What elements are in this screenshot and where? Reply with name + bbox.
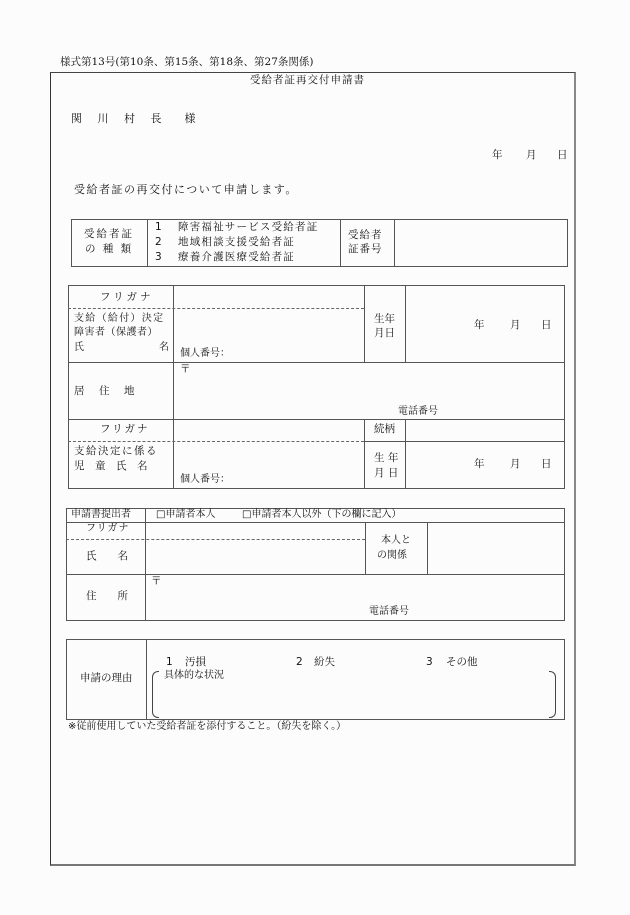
child-name-label: 支給決定に係る xyxy=(74,445,158,457)
reason-option-number: 2 xyxy=(296,656,303,668)
submitter-address-label: 住 所 xyxy=(86,590,128,602)
divider xyxy=(68,362,565,363)
details-label: 具体的な状況 xyxy=(164,670,224,681)
details-field[interactable] xyxy=(164,684,544,714)
option-label: 地域相談支援受給者証 xyxy=(178,236,295,248)
recipient-name-label: 支給（給付）決定 xyxy=(74,313,165,324)
birth-month: 月 xyxy=(510,319,521,331)
child-birth-month: 月 xyxy=(510,458,521,470)
birth-year: 年 xyxy=(474,319,485,331)
addressee: 関 川 村 長 様 xyxy=(71,112,202,125)
submitter-furigana-label: フリガナ xyxy=(86,523,130,534)
phone-label: 電話番号 xyxy=(398,406,438,417)
option-label: 障害福祉サービス受給者証 xyxy=(178,221,319,233)
child-furigana-label: フリガナ xyxy=(100,423,150,435)
divider xyxy=(66,522,565,523)
divider xyxy=(394,219,395,267)
form-title: 受給者証再交付申請書 xyxy=(250,74,365,86)
recipient-name-label-4: 名 xyxy=(159,342,169,353)
certificate-number-label-2: 証番号 xyxy=(348,243,383,255)
reason-option-label: 汚損 xyxy=(185,656,206,668)
footnote: ※従前使用していた受給者証を添付すること。（紛失を除く。） xyxy=(68,721,347,732)
postal-mark: 〒 xyxy=(180,363,191,375)
child-birth-year: 年 xyxy=(474,458,485,470)
certificate-type-label-2: の 種 類 xyxy=(85,243,134,255)
certificate-number-label: 受給者 xyxy=(348,229,383,241)
relationship-label: 続柄 xyxy=(374,423,395,435)
submitter-label: 申請書提出者 xyxy=(71,509,131,520)
date-year: 年 xyxy=(492,149,503,161)
submitter-option-self[interactable]: □申請者本人 xyxy=(156,509,216,520)
submitter-name-field[interactable] xyxy=(150,526,360,570)
divider xyxy=(173,285,174,489)
recipient-address-field[interactable] xyxy=(195,378,555,398)
divider xyxy=(405,419,406,489)
divider xyxy=(427,522,428,574)
divider xyxy=(146,639,147,720)
child-birth-day: 日 xyxy=(541,458,552,470)
recipient-furigana-field[interactable] xyxy=(183,292,359,306)
option-number: 1 xyxy=(155,221,162,233)
dotted-divider xyxy=(68,308,364,309)
submitter-phone-label: 電話番号 xyxy=(369,606,409,617)
relation-field[interactable] xyxy=(432,526,560,570)
birth-day: 日 xyxy=(541,319,552,331)
divider xyxy=(145,508,146,621)
date-month: 月 xyxy=(526,149,537,161)
recipient-name-label-2: 障害者（保護者） xyxy=(74,327,158,338)
divider xyxy=(364,419,365,489)
dotted-divider xyxy=(68,441,364,442)
reason-option-number: 3 xyxy=(426,656,433,668)
date-day: 日 xyxy=(557,149,568,161)
submitter-name-label: 氏 名 xyxy=(86,550,128,562)
recipient-name-field[interactable] xyxy=(183,312,359,342)
certificate-type-label: 受給者証 xyxy=(84,228,134,240)
option-label: 療養介護医療受給者証 xyxy=(178,251,295,263)
divider xyxy=(68,419,565,420)
relation-label: 本人と xyxy=(381,535,411,546)
child-personal-number-label: 個人番号： xyxy=(180,474,230,485)
submitter-option-other[interactable]: □申請者本人以外（下の欄に記入） xyxy=(242,509,402,520)
birth-label-2: 月日 xyxy=(374,327,395,339)
statement: 受給者証の再交付について申請します。 xyxy=(74,183,298,196)
personal-number-label: 個人番号： xyxy=(180,348,230,359)
right-bracket xyxy=(549,671,556,718)
certificate-table xyxy=(71,219,568,267)
furigana-label: フリガナ xyxy=(100,291,154,303)
form-number: 様式第13号(第10条、第15条、第18条、第27条関係) xyxy=(60,56,314,68)
relation-label-2: の関係 xyxy=(377,550,407,561)
option-number: 3 xyxy=(155,251,162,263)
child-birth-label-2: 月 日 xyxy=(374,467,399,479)
divider xyxy=(364,285,365,362)
reason-label: 申請の理由 xyxy=(80,672,133,684)
reason-option-number: 1 xyxy=(166,656,173,668)
option-number: 2 xyxy=(155,236,162,248)
divider xyxy=(364,441,565,442)
divider xyxy=(340,219,341,267)
birth-label: 生年 xyxy=(374,313,395,325)
recipient-name-label-3: 氏 xyxy=(74,342,84,353)
child-name-label-2: 児 童 氏 名 xyxy=(74,460,148,472)
divider xyxy=(66,574,565,575)
left-bracket xyxy=(152,671,159,718)
child-birth-label: 生 年 xyxy=(374,452,399,464)
submitter-postal-mark: 〒 xyxy=(151,575,162,587)
reason-option-label: 紛失 xyxy=(314,656,335,668)
reason-option-label: その他 xyxy=(446,656,478,668)
divider xyxy=(365,522,366,574)
divider xyxy=(405,285,406,362)
divider xyxy=(147,219,148,267)
address-label: 居 住 地 xyxy=(74,385,137,397)
